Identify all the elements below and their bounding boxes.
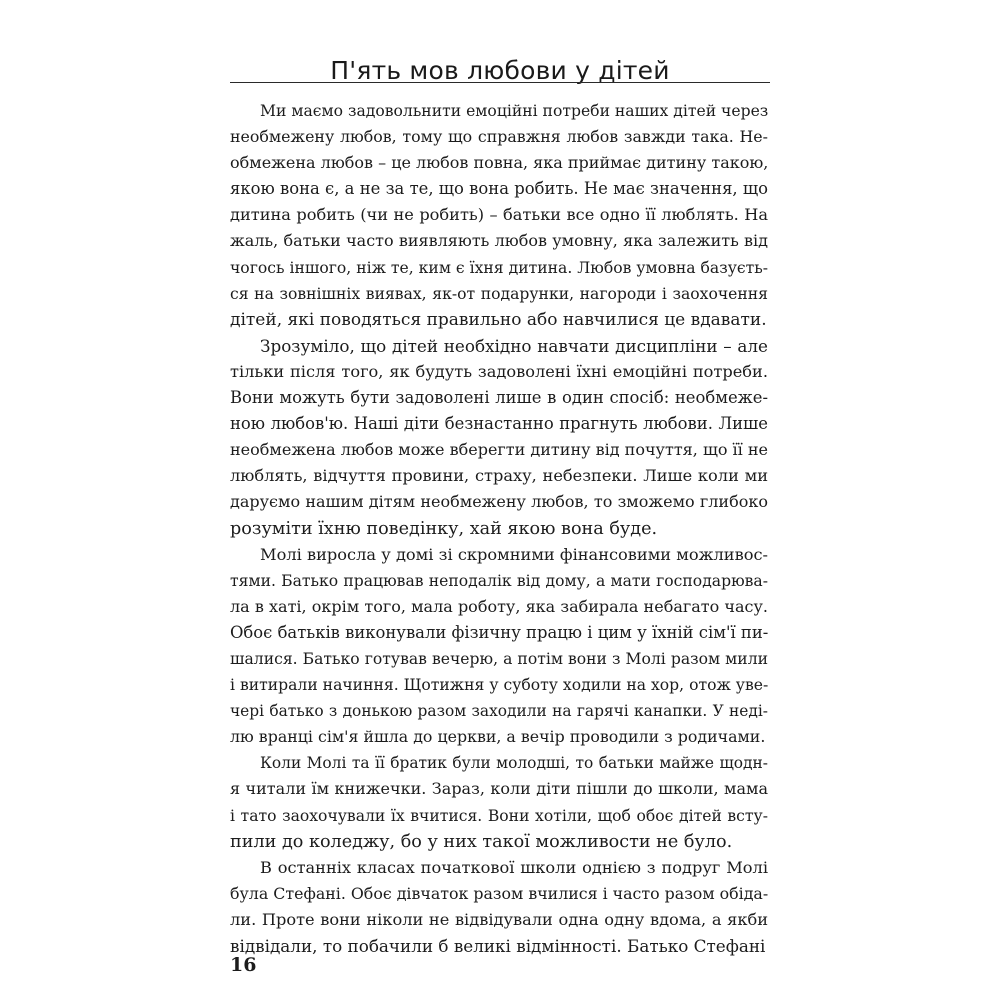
text-line: якою вона є, а не за те, що вона робить. Не має значення, що — [230, 179, 768, 199]
text-line: тільки після того, як будуть задоволені їхні емоційні потреби. — [230, 361, 768, 381]
text-line: пили до коледжу, бо у них такої можливости не було. — [230, 831, 733, 852]
paragraph — [230, 98, 768, 333]
text-line: і витирали начиння. Щотижня у суботу ходили на хор, отож уве- — [230, 676, 768, 695]
text-line: лю вранці сім'я йшла до церкви, а вечір проводили з родичами. — [230, 727, 766, 747]
text-line: необмежену любов, тому що справжня любов завжди така. Не- — [230, 127, 768, 147]
text-line: Молі виросла у домі зі скромними фінансовими можливос- — [260, 544, 768, 564]
text-line: була Стефані. Обоє дівчаток разом вчилися і часто разом обіда- — [230, 883, 768, 903]
running-header — [230, 50, 770, 86]
text-line: шалися. Батько готував вечерю, а потім вони з Молі разом мили — [230, 649, 768, 668]
text-line: В останніх класах початкової школи однією з подруг Молі — [260, 857, 768, 877]
page-number: 16 — [230, 954, 257, 976]
text-line: Вони можуть бути задоволені лише в один спосіб: необмеже- — [230, 388, 768, 408]
running-title: П'ять мов любови у дітей — [330, 56, 670, 85]
text-line: ла в хаті, окрім того, мала роботу, яка забирала небагато часу. — [230, 596, 768, 616]
text-line: жаль, батьки часто виявляють любов умовну, яка залежить від — [230, 231, 768, 251]
text-line: даруємо нашим дітям необмежену любов, то зможемо глибоко — [230, 492, 768, 512]
paragraph — [230, 542, 768, 751]
text-line: ною любов'ю. Наші діти безнастанно прагнуть любови. Лише — [230, 414, 768, 434]
text-line: чогось іншого, ніж те, ким є їхня дитина. Любов умовна базуєть- — [230, 258, 768, 277]
text-line: розуміти їхню поведінку, хай якою вона буде. — [230, 518, 658, 539]
text-line: ся на зовнішніх виявах, як-от подарунки, нагороди і заохочення — [230, 284, 768, 303]
text-line: Обоє батьків виконували фізичну працю і цим у їхній сім'ї пи- — [230, 622, 768, 642]
text-line: чері батько з донькою разом заходили на гарячі канапки. У неді- — [230, 702, 768, 721]
text-line: обмежена любов – це любов повна, яка приймає дитину такою, — [230, 153, 768, 173]
body-text — [230, 98, 768, 959]
header-rule — [230, 82, 770, 83]
text-line: ли. Проте вони ніколи не відвідували одна одну вдома, а якби — [230, 909, 768, 929]
paragraph — [230, 750, 768, 854]
text-line: тями. Батько працював неподалік від дому, а мати господарюва- — [230, 571, 768, 590]
text-line: необмежена любов може вберегти дитину від почуття, що її не — [230, 440, 768, 460]
text-line: Зрозуміло, що дітей необхідно навчати дисципліни – але — [260, 335, 768, 356]
text-line: і тато заохочували їх вчитися. Вони хотіли, щоб обоє дітей всту- — [230, 806, 768, 825]
text-line: дітей, які поводяться правильно або навчилися це вдавати. — [230, 309, 767, 330]
text-line: люблять, відчуття провини, страху, небезпеки. Лише коли ми — [230, 466, 768, 486]
text-line: відвідали, то побачили б великі відмінності. Батько Стефані — [230, 936, 766, 956]
text-line: Коли Молі та її братик були молодші, то батьки майже щодн- — [260, 754, 768, 773]
text-line: Ми маємо задовольнити емоційні потреби наших дітей через — [260, 102, 768, 120]
paragraph — [230, 333, 768, 542]
paragraph — [230, 855, 768, 959]
text-line: дитина робить (чи не робить) – батьки все одно її люблять. На — [230, 205, 768, 225]
text-line: я читали їм книжечки. Зараз, коли діти пішли до школи, мама — [230, 779, 768, 799]
